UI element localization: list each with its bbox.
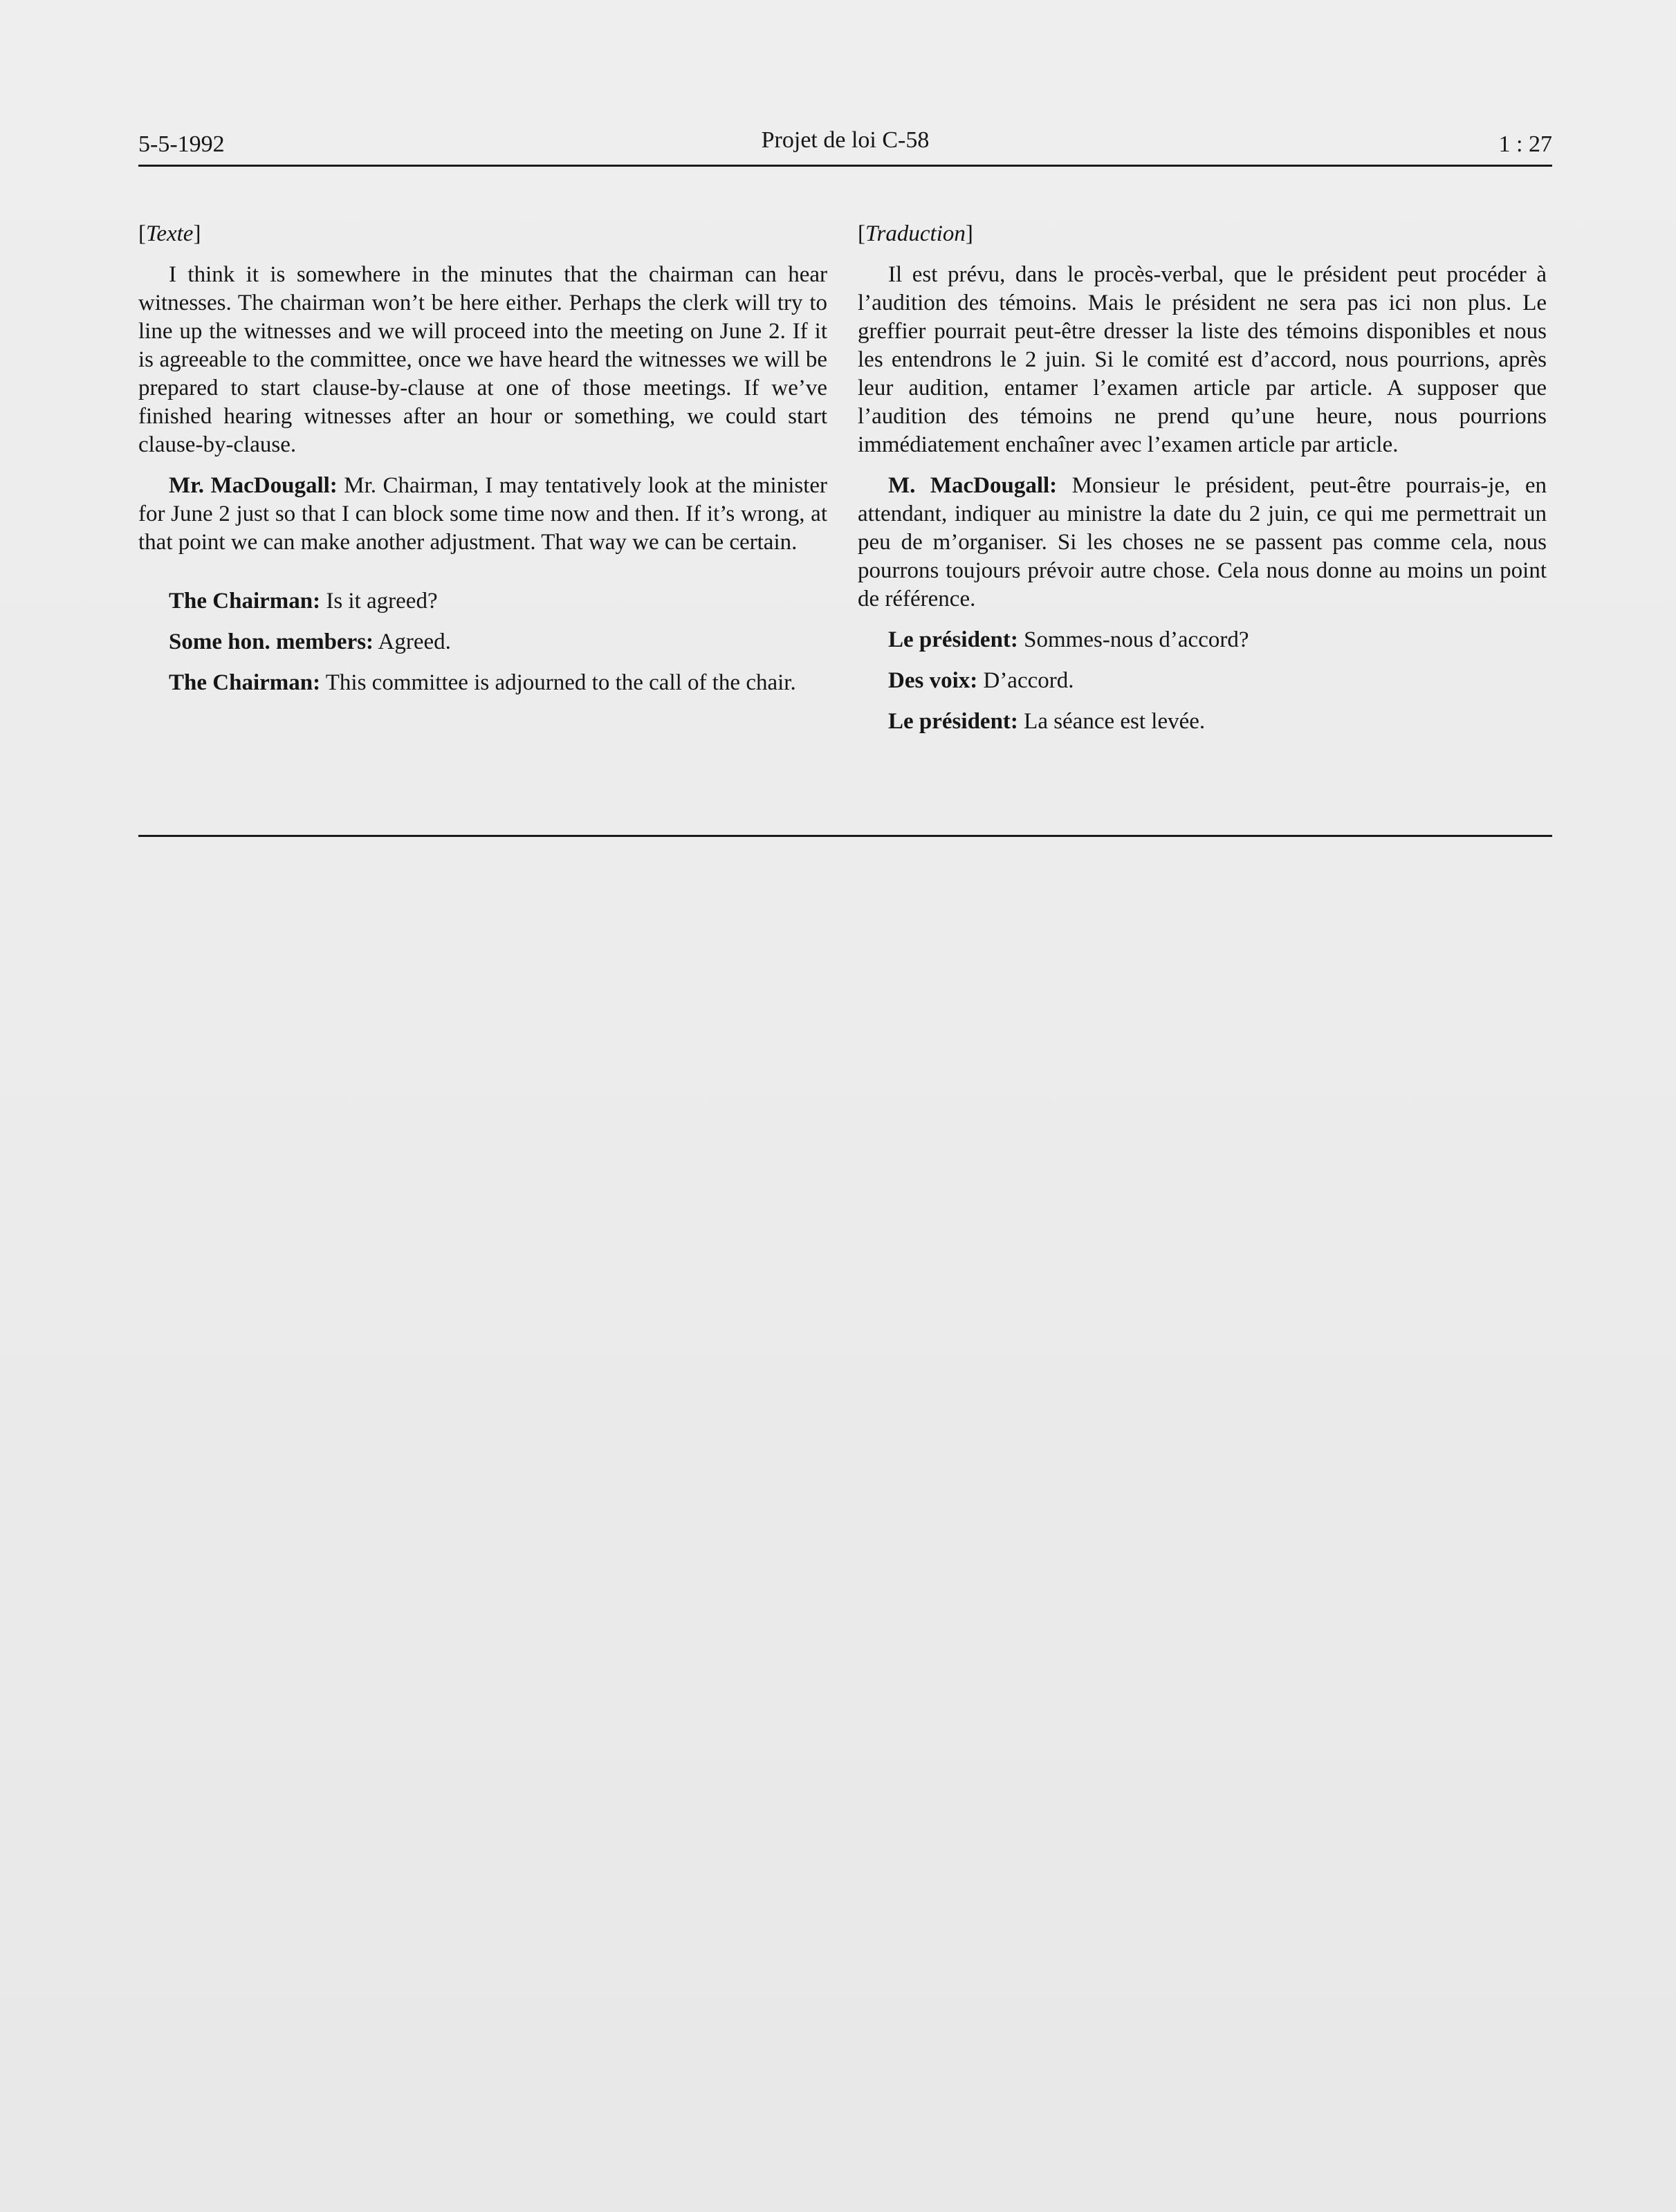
paragraph-en-3: The Chairman: Is it agreed? xyxy=(169,589,438,614)
english-column xyxy=(138,220,827,697)
speaker-name: The Chairman: xyxy=(169,589,321,614)
paragraph-en-1: I think it is somewhere in the minutes that the chairman can hear witnesses. The chairman won’t be here either. Perhaps the clerk will try to line up the witnesses and we will proceed into the meeting on June 2. If it is agreeable to the committee, once we have heard the witnesses we will be prepared to start clause-by-clause at one of those meetings. If we’ve finished hearing witnesses after an hour or something, we could start clause-by-clause. xyxy=(138,262,827,457)
header-date: 5-5-1992 xyxy=(138,131,225,157)
section-end-rule xyxy=(138,835,1552,837)
speaker-name: Some hon. members: xyxy=(169,629,374,654)
speaker-name: The Chairman: xyxy=(169,670,321,695)
column-label-english: [Texte] xyxy=(138,221,201,246)
column-label-french: [Traduction] xyxy=(858,221,973,246)
paragraph-en-5: The Chairman: This committee is adjourned to the call of the chair. xyxy=(169,670,796,695)
paragraph-en-4: Some hon. members: Agreed. xyxy=(169,629,451,654)
speaker-name: Le président: xyxy=(888,709,1018,734)
paragraph-fr-3: Le président: Sommes-nous d’accord? xyxy=(888,627,1249,652)
paragraph-fr-2: M. MacDougall: Monsieur le président, peut-être pourrais-je, en attendant, indiquer au ministre la date du 2 juin, ce qui me permettrait un peu de m’organiser. Si les choses ne se passent pas comme cela, nous pourrons toujours prévoir autre chose. Cela nous donne au moins un point de référence. xyxy=(858,473,1547,611)
paragraph-en-2: Mr. MacDougall: Mr. Chairman, I may tentatively look at the minister for June 2 just so that I can block some time now and then. If it’s wrong, at that point we can make another adjustment. That way we can be certain. xyxy=(138,473,828,555)
running-header xyxy=(138,123,1552,162)
paragraph-fr-1: Il est prévu, dans le procès-verbal, que le président peut procéder à l’audition des témoins. Mais le président ne sera pas ici non plus. Le greffier pourrait peut-être dresser la liste des témoins disponibles et nous les entendrons le 2 juin. Si le comité est d’accord, nous pourrions, après leur audition, entamer l’examen article par article. A supposer que l’audition des témoins ne prend qu’une heure, nous pourrions immédiatement enchaîner avec l’examen article par article. xyxy=(858,262,1547,457)
speaker-name: Le président: xyxy=(888,627,1018,652)
french-column xyxy=(858,220,1547,736)
speaker-name: M. MacDougall: xyxy=(888,473,1058,498)
paragraph-fr-5: Le président: La séance est levée. xyxy=(888,709,1206,734)
speaker-name: Des voix: xyxy=(888,668,978,693)
paragraph-fr-4: Des voix: D’accord. xyxy=(888,668,1074,693)
speaker-name: Mr. MacDougall: xyxy=(169,473,338,498)
header-page-number: 1 : 27 xyxy=(1498,131,1552,157)
header-title: Projet de loi C-58 xyxy=(761,127,930,153)
header-rule xyxy=(138,165,1552,167)
